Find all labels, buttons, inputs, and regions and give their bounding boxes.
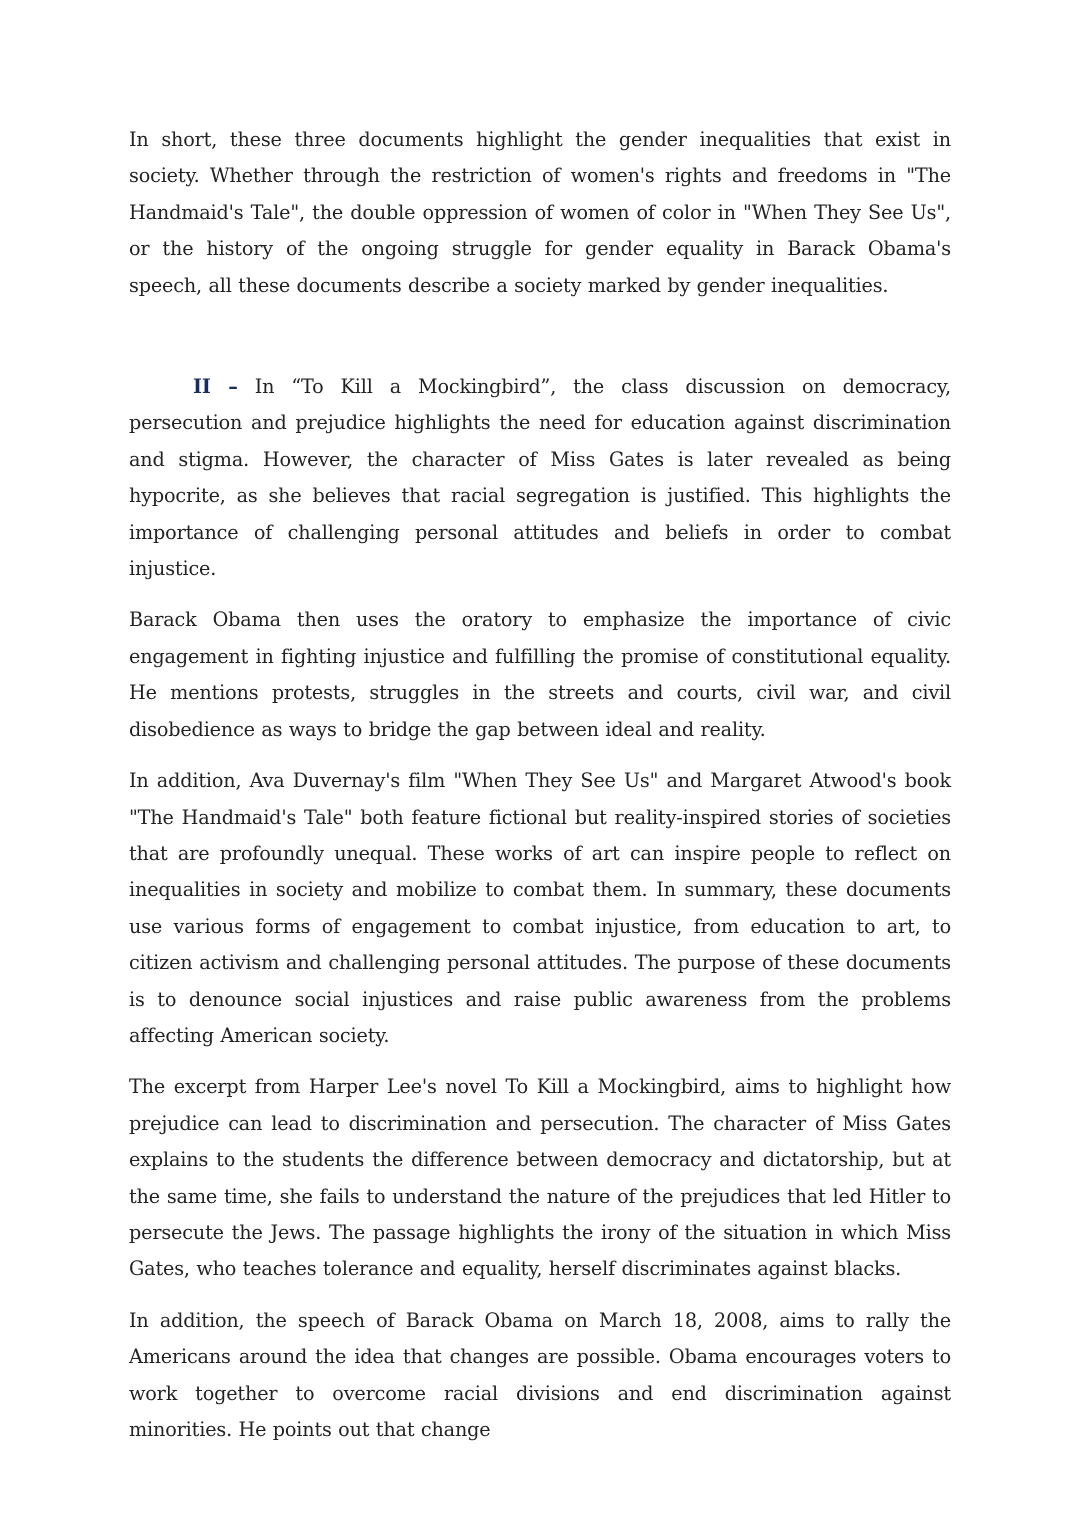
paragraph-spacer xyxy=(129,587,951,602)
paragraph-mockingbird-excerpt: The excerpt from Harper Lee's novel To Kill a Mockingbird, aims to highlight how prejudice can lead to discrimination and persecution. The character of Miss Gates explains to the students the difference between democracy and dictatorship, but at the same time, she fails to understand the nature of the prejudices that led Hitler to persecute the Jews. The passage highlights the irony of the situation in which Miss Gates, who teaches tolerance and equality, herself discriminates against blacks. xyxy=(129,1075,951,1281)
paragraph-section-2-intro xyxy=(129,369,951,587)
paragraph-conclusion-part-1: In short, these three documents highlight the gender inequalities that exist in society. Whether through the restriction of women's rights and freedoms in "The Handmaid's Tale", the double oppression of women of color in "When They See Us", or the history of the ongoing struggle for gender equality in Barack Obama's speech, all these documents describe a society marked by gender inequalities. xyxy=(129,128,951,297)
paragraph-section-2-intro-text: In “To Kill a Mockingbird”, the class discussion on democracy, persecution and prejudice highlights the need for education against discrimination and stigma. However, the character of Miss Gates is later revealed as being hypocrite, as she believes that racial segregation is justified. This highlights the importance of challenging personal attitudes and beliefs in order to combat injustice. xyxy=(129,375,952,581)
paragraph-spacer xyxy=(129,748,951,763)
paragraph-spacer xyxy=(129,1288,951,1303)
paragraph-spacer xyxy=(129,1054,951,1069)
paragraph-art-works: In addition, Ava Duvernay's film "When They See Us" and Margaret Atwood's book "The Handmaid's Tale" both feature fictional but reality-inspired stories of societies that are profoundly unequal. These works of art can inspire people to reflect on inequalities in society and mobilize to combat them. In summary, these documents use various forms of engagement to combat injustice, from education to art, to citizen activism and challenging personal attitudes. The purpose of these documents is to denounce social injustices and raise public awareness from the problems affecting American society. xyxy=(129,769,951,1047)
paragraph-obama-speech: In addition, the speech of Barack Obama on March 18, 2008, aims to rally the Americans around the idea that changes are possible. Obama encourages voters to work together to overcome racial divisions and end discrimination against minorities. He points out that change xyxy=(129,1308,951,1441)
text-column xyxy=(129,122,951,1448)
paragraph-obama-oratory: Barack Obama then uses the oratory to emphasize the importance of civic engagement in fighting injustice and fulfilling the promise of constitutional equality. He mentions protests, struggles in the streets and courts, civil war, and civil disobedience as ways to bridge the gap between ideal and reality. xyxy=(129,608,951,741)
section-spacer xyxy=(129,304,951,369)
section-marker-ii: II – xyxy=(193,375,238,399)
